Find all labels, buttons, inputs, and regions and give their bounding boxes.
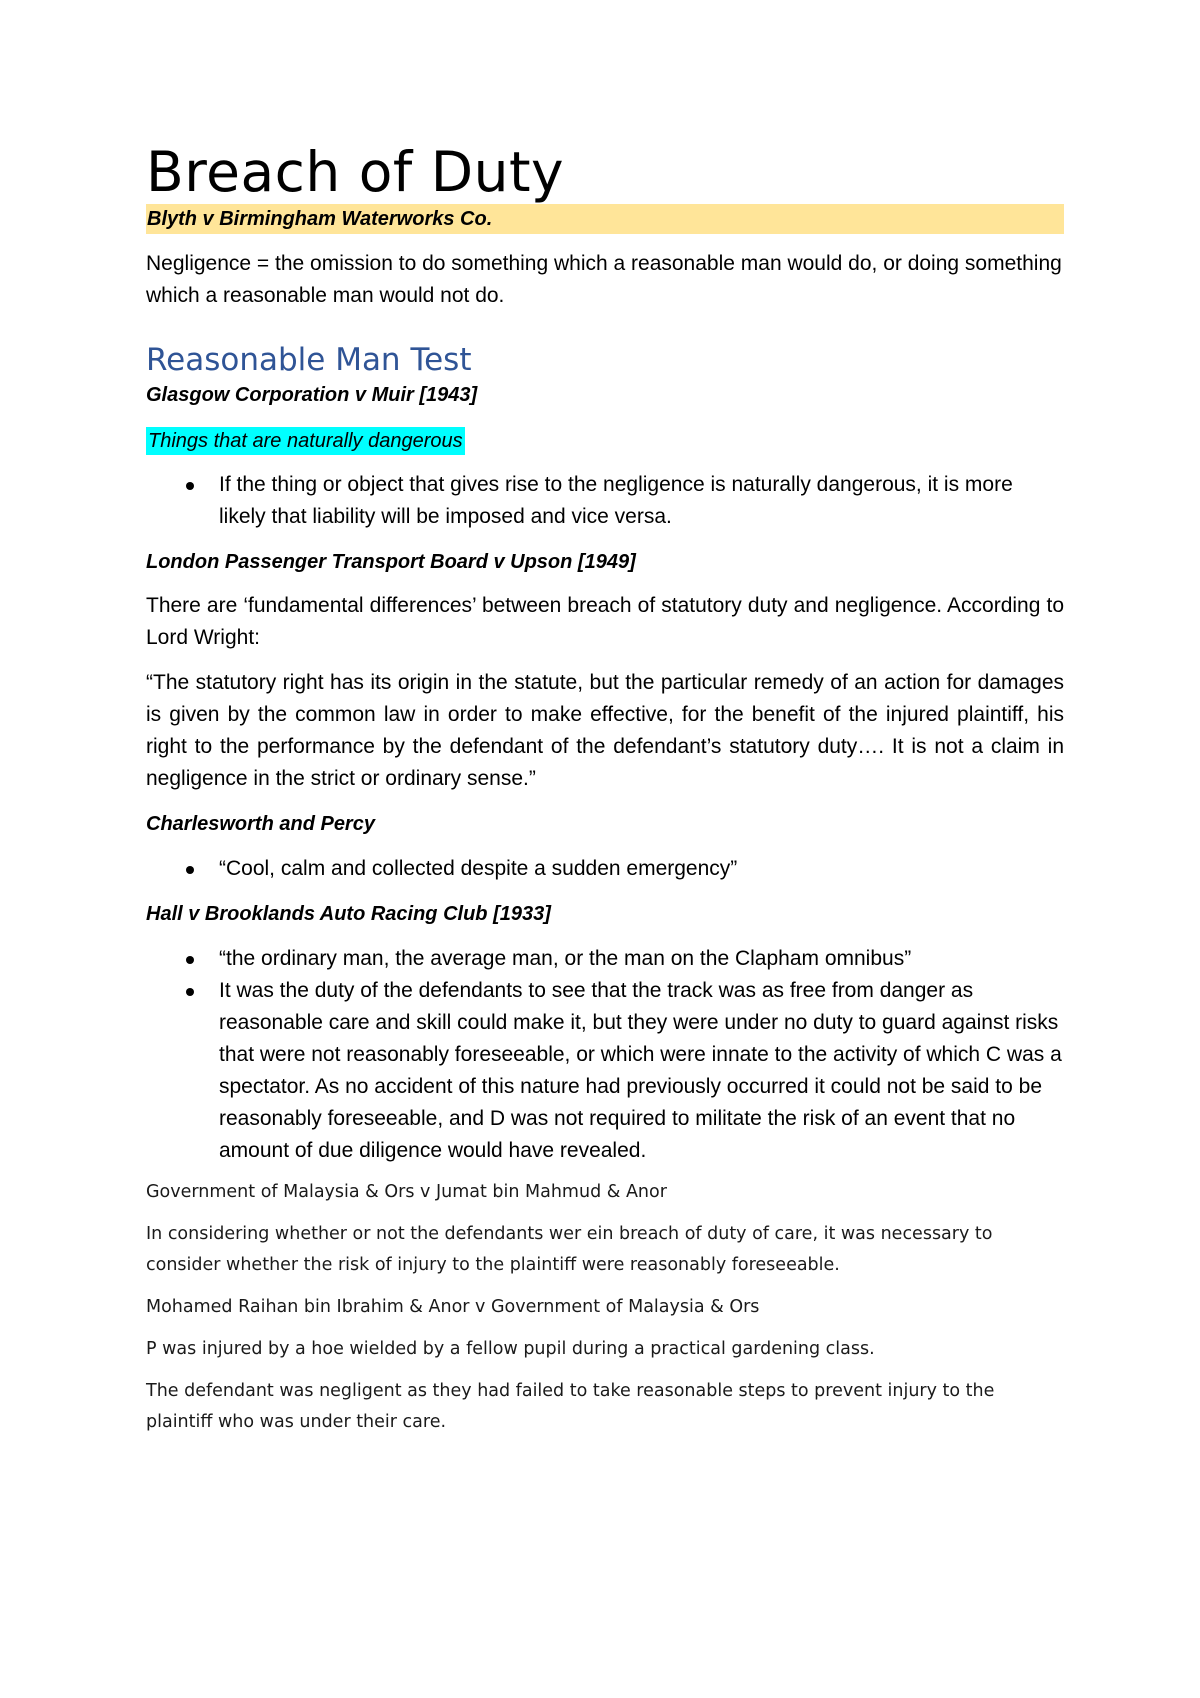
- section-heading-reasonable-man: Reasonable Man Test: [146, 342, 472, 378]
- bullet-list-hall: [146, 943, 1064, 1167]
- bullet-icon: [186, 482, 194, 490]
- case-glasgow: Glasgow Corporation v Muir [1943]: [146, 384, 478, 406]
- list-item: [146, 975, 1064, 1167]
- case-raihan: Mohamed Raihan bin Ibrahim & Anor v Government of Malaysia & Ors: [146, 1297, 760, 1317]
- quote-lord-wright: “The statutory right has its origin in the statute, but the particular remedy of an action for damages is given by the common law in order to make effective, for the benefit of the injured plaintiff, his right to the performance by the defendant of the defendant’s statutory duty…. It is not a claim in negligence in the strict or ordinary sense.”: [146, 671, 1064, 790]
- case-charlesworth: Charlesworth and Percy: [146, 813, 375, 835]
- bullet-list-dangerous: [146, 469, 1064, 533]
- case-hall: Hall v Brooklands Auto Racing Club [1933]: [146, 903, 551, 925]
- paragraph-jumat: In considering whether or not the defendants wer ein breach of duty of care, it was necessary to consider whether the risk of injury to the plaintiff were reasonably foreseeable.: [146, 1224, 993, 1275]
- list-item: [146, 469, 1064, 533]
- case-london: London Passenger Transport Board v Upson [1949]: [146, 551, 636, 573]
- bullet-list-charlesworth: [146, 853, 1064, 885]
- case-jumat: Government of Malaysia & Ors v Jumat bin Mahmud & Anor: [146, 1182, 667, 1202]
- list-item: [146, 943, 1064, 975]
- document-title: Breach of Duty: [146, 140, 565, 204]
- highlight-wrapper: [146, 427, 1064, 455]
- bullet-icon: [186, 866, 194, 874]
- list-item-text: “Cool, calm and collected despite a sudden emergency”: [219, 857, 738, 880]
- bullet-icon: [186, 988, 194, 996]
- paragraph-hoe: P was injured by a hoe wielded by a fellow pupil during a practical gardening class.: [146, 1339, 875, 1359]
- case-blyth: Blyth v Birmingham Waterworks Co.: [146, 204, 1064, 234]
- list-item: [146, 853, 1064, 885]
- list-item-text: It was the duty of the defendants to see that the track was as free from danger as reasonable care and skill could make it, but they were under no duty to guard against risks that were not reasonably foreseeable, or which were innate to the activity of which C was a spectator. As no accident of this nature had previously occurred it could not be said to be reasonably foreseeable, and D was not required to militate the risk of an event that no amount of due diligence would have revealed.: [219, 979, 1062, 1162]
- list-item-text: “the ordinary man, the average man, or the man on the Clapham omnibus”: [219, 947, 912, 970]
- paragraph-fundamental: There are ‘fundamental differences’ between breach of statutory duty and negligence. According to Lord Wright:: [146, 594, 1064, 649]
- bullet-icon: [186, 956, 194, 964]
- document-content: [146, 140, 1064, 1438]
- paragraph-defendant: The defendant was negligent as they had failed to take reasonable steps to prevent injury to the plaintiff who was under their care.: [146, 1381, 995, 1432]
- negligence-definition: Negligence = the omission to do something which a reasonable man would do, or doing something which a reasonable man would not do.: [146, 252, 1062, 307]
- list-item-text: If the thing or object that gives rise to the negligence is naturally dangerous, it is more likely that liability will be imposed and vice versa.: [219, 473, 1013, 528]
- highlight-dangerous: Things that are naturally dangerous: [146, 427, 465, 455]
